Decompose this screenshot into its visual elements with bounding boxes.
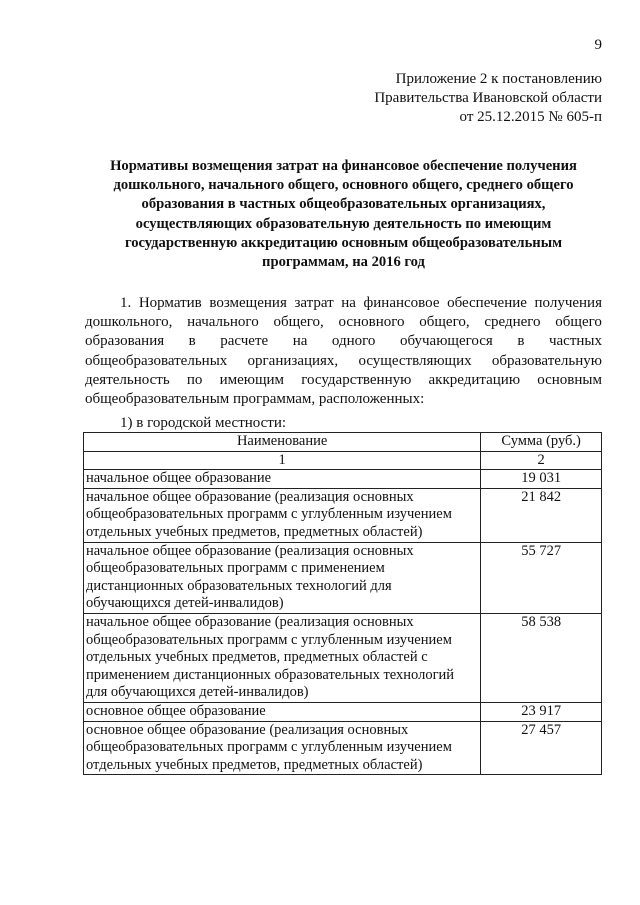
paragraph-word: деятельность: [85, 371, 170, 388]
sum-cell: 27 457: [481, 721, 602, 775]
paragraph-word: основным: [537, 371, 602, 388]
paragraph-word: на: [292, 333, 308, 350]
education-type-line: отдельных учебных предметов, предметных областей): [86, 756, 423, 773]
education-type-line: дистанционных образовательных технологий для: [86, 577, 392, 594]
paragraph-word: аккредитацию: [428, 371, 521, 388]
title-line: образования в частных общеобразовательных организациях,: [141, 196, 546, 213]
education-type-line: основное общее образование: [86, 702, 266, 719]
paragraph-word: в: [188, 333, 196, 350]
appendix-line: Приложение 2 к постановлению: [395, 71, 602, 87]
paragraph-line: [85, 332, 602, 351]
paragraph-line: [85, 294, 602, 313]
sum-cell: 23 917: [481, 702, 602, 721]
paragraph-word: организациях,: [247, 352, 339, 369]
norm-paragraph: [85, 294, 602, 409]
education-type-cell: [84, 470, 481, 489]
sum-cell: 55 727: [481, 542, 602, 613]
paragraph-word: имеющим: [219, 371, 285, 388]
paragraph-word: затрат: [294, 295, 334, 311]
urban-subheading: 1) в городской местности:: [120, 415, 287, 431]
paragraph-word: в: [517, 333, 525, 350]
column-number: 2: [481, 451, 602, 470]
education-type-cell: [84, 613, 481, 702]
paragraph-word: одного: [331, 333, 376, 350]
paragraph-word: среднего: [484, 314, 541, 331]
education-type-cell: [84, 488, 481, 542]
paragraph-word: финансовое: [363, 295, 440, 311]
paragraph-word: получения: [534, 295, 602, 311]
title-line: Нормативы возмещения затрат на финансовое обеспечение получения: [110, 158, 577, 174]
paragraph-word: Норматив: [138, 295, 202, 311]
paragraph-word: по: [186, 371, 203, 388]
paragraph-word: возмещения: [209, 295, 287, 311]
paragraph-word: обучающегося: [399, 333, 493, 350]
sum-cell: 21 842: [481, 488, 602, 542]
page-number: 9: [594, 37, 602, 53]
paragraph-word: общеобразовательных: [85, 352, 228, 369]
column-number: 1: [84, 451, 481, 470]
education-type-cell: [84, 702, 481, 721]
appendix-reference: [374, 70, 602, 127]
paragraph-word: расчете: [220, 333, 269, 350]
header-sum: Сумма (руб.): [481, 433, 602, 452]
education-type-line: основное общее образование (реализация основных: [86, 721, 409, 738]
paragraph-word: государственную: [301, 371, 412, 388]
education-type-line: обучающихся детей-инвалидов): [86, 595, 284, 612]
paragraph-line: [85, 313, 602, 332]
paragraph-word: основного: [338, 314, 405, 331]
title-line: государственную аккредитацию основным общеобразовательным: [124, 234, 563, 251]
education-type-line: начальное общее образование (реализация основных: [86, 613, 414, 630]
table-row: [84, 470, 602, 489]
education-type-line: общеобразовательных программ с углубленным изучением: [86, 506, 452, 523]
paragraph-word: образования: [85, 333, 165, 350]
paragraph-word: общего: [555, 314, 602, 331]
education-type-line: начальное общее образование: [86, 470, 272, 487]
paragraph-word: общего,: [273, 314, 324, 331]
paragraph-word: обеспечение: [447, 295, 527, 311]
table-row: [84, 613, 602, 702]
paragraph-word: общеобразовательным программам, расположенных:: [85, 391, 425, 408]
education-type-line: начальное общее образование (реализация основных: [86, 542, 414, 559]
paragraph-word: частных: [548, 333, 602, 350]
norms-table: [83, 432, 602, 775]
paragraph-word: начального: [187, 314, 259, 331]
header-name: Наименование: [84, 433, 481, 452]
appendix-line: от 25.12.2015 № 605-п: [459, 109, 602, 125]
education-type-line: начальное общее образование (реализация основных: [86, 488, 414, 505]
paragraph-word: общего,: [419, 314, 470, 331]
paragraph-word: дошкольного,: [85, 314, 173, 331]
document-title: [85, 157, 602, 272]
paragraph-word: на: [341, 295, 356, 311]
education-type-cell: [84, 542, 481, 613]
education-type-cell: [84, 721, 481, 775]
paragraph-word: осуществляющих: [358, 352, 472, 369]
education-type-line: отдельных учебных предметов, предметных областей с: [86, 649, 428, 666]
appendix-line: Правительства Ивановской области: [374, 90, 602, 106]
title-line: программам, на 2016 год: [262, 254, 425, 271]
education-type-line: общеобразовательных программ с углубленным изучением: [86, 631, 452, 648]
education-type-line: общеобразовательных программ с углубленным изучением: [86, 739, 452, 756]
table-row: [84, 542, 602, 613]
education-type-line: общеобразовательных программ с применением: [86, 560, 385, 577]
table-row: [84, 721, 602, 775]
paragraph-line: [85, 390, 602, 409]
sum-cell: 19 031: [481, 470, 602, 489]
paragraph-line: [85, 352, 602, 371]
table-header-row: [84, 433, 602, 452]
table-row: [84, 488, 602, 542]
table-row: [84, 702, 602, 721]
education-type-line: для обучающихся детей-инвалидов): [86, 684, 309, 701]
sum-cell: 58 538: [481, 613, 602, 702]
paragraph-word: 1.: [120, 295, 132, 311]
education-type-line: применением дистанционных образовательных технологий: [86, 666, 455, 683]
education-type-line: отдельных учебных предметов, предметных областей): [86, 523, 423, 540]
paragraph-line: [85, 371, 602, 390]
table-body: [84, 470, 602, 775]
column-number-row: [84, 451, 602, 470]
title-line: дошкольного, начального общего, основного общего, среднего общего: [113, 177, 574, 194]
paragraph-word: образовательную: [491, 352, 602, 369]
title-line: осуществляющих образовательную деятельность по имеющим: [135, 215, 552, 232]
